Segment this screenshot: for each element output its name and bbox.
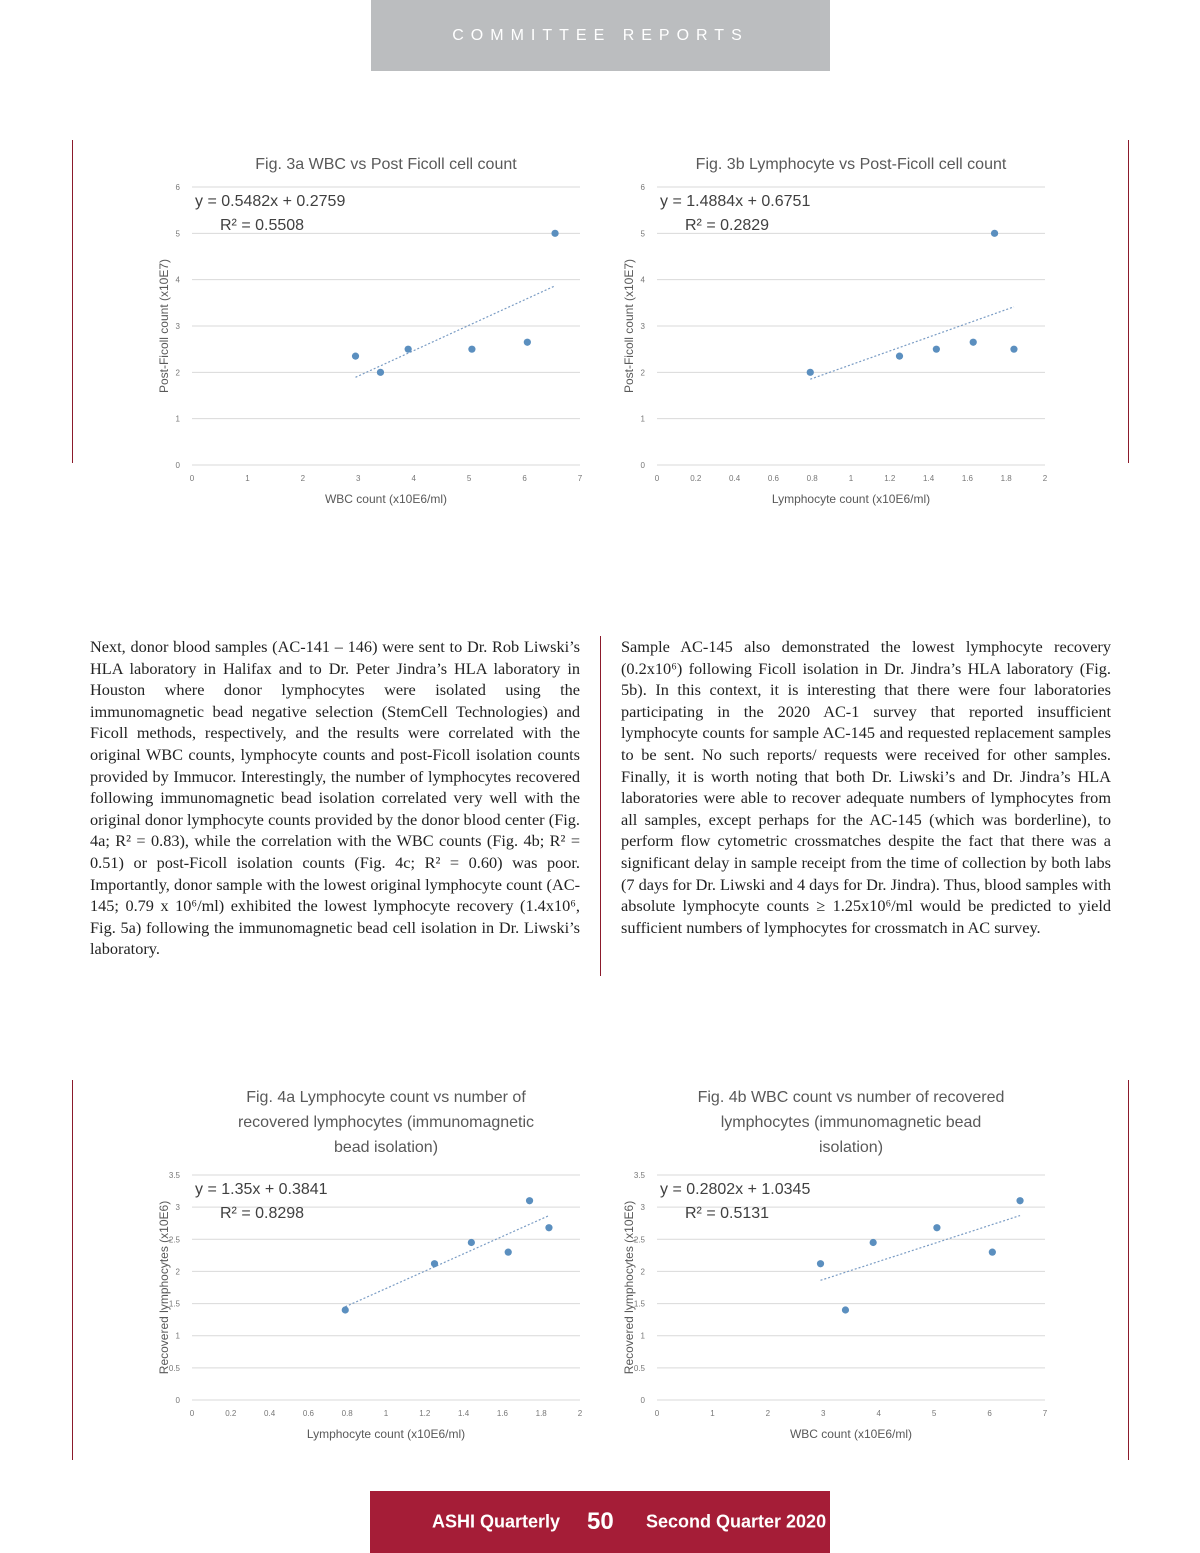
- x-tick-label: 0: [654, 474, 660, 483]
- x-tick-label: 1.2: [419, 1409, 431, 1418]
- data-point: [431, 1260, 438, 1267]
- x-tick-label: 5: [466, 474, 472, 483]
- right-margin-rule: [1128, 140, 1129, 463]
- body-column-right: Sample AC-145 also demonstrated the lowest lymphocyte recovery (0.2x10⁶) following Ficoll isolation in Dr. Jindra’s HLA laboratory (Fig. 5b). In this context, it is interesting that there were four laboratories participating in the 2020 AC-1 survey that reported insufficient lymphocyte counts for sample AC-145 and requested replacement samples to be sent. No such reports/ requests were received for other samples. Finally, it is worth noting that both Dr. Liwski’s and Dr. Jindra’s HLA laboratories were able to recover adequate numbers of lymphocytes from all samples, except perhaps for the AC-145 (which was borderline), to perform flow cytometric crossmatches despite the fact that there was a significant delay in sample receipt from the time of collection by both labs (7 days for Dr. Liwski and 4 days for Dr. Jindra). Thus, blood samples with absolute lymphocyte counts ≥ 1.25x10⁶/ml would be predicted to yield sufficient numbers of lymphocytes for crossmatch in AC survey.: [621, 637, 1111, 937]
- x-axis-label: WBC count (x10E6/ml): [789, 1427, 913, 1441]
- chart-svg: [615, 145, 1055, 520]
- x-tick-label: 7: [1042, 1409, 1048, 1418]
- x-tick-label: 0.8: [341, 1409, 353, 1418]
- data-point: [989, 1249, 996, 1256]
- x-tick-label: 0: [189, 1409, 195, 1418]
- x-tick-label: 6: [522, 474, 527, 483]
- x-tick-label: 2: [300, 474, 306, 483]
- chart-fig-4a: [150, 1080, 590, 1455]
- data-point: [342, 1306, 349, 1313]
- data-point: [1016, 1197, 1023, 1204]
- y-tick-label: 0.5: [633, 1363, 645, 1373]
- y-tick-label: 1: [640, 1331, 645, 1341]
- x-tick-label: 1: [848, 474, 854, 483]
- x-tick-label: 0: [654, 1409, 660, 1418]
- chart-fig-3a: [150, 145, 590, 520]
- y-tick-label: 0.5: [168, 1363, 180, 1373]
- y-tick-label: 6: [175, 183, 180, 192]
- y-tick-label: 1.5: [168, 1299, 180, 1309]
- data-point: [807, 369, 814, 376]
- x-axis-label: Lymphocyte count (x10E6/ml): [771, 492, 931, 506]
- x-tick-label: 0.4: [264, 1409, 276, 1418]
- y-tick-label: 4: [175, 275, 180, 285]
- y-tick-label: 3.5: [633, 1171, 645, 1180]
- x-tick-label: 1.4: [458, 1409, 470, 1418]
- x-tick-label: 7: [577, 474, 583, 483]
- trendline: [345, 1216, 549, 1307]
- chart-svg: [150, 1080, 590, 1455]
- x-tick-label: 0.2: [225, 1409, 237, 1418]
- data-point: [896, 353, 903, 360]
- x-tick-label: 1: [383, 1409, 389, 1418]
- trendline-equation: y = 1.4884x + 0.6751: [660, 193, 811, 210]
- x-tick-label: 0.6: [302, 1409, 314, 1418]
- x-tick-label: 3: [821, 1409, 826, 1418]
- trendline-equation: y = 0.5482x + 0.2759: [195, 193, 346, 210]
- y-tick-label: 2: [640, 368, 645, 378]
- trendline: [810, 307, 1014, 379]
- y-axis-label: Post-Ficoll count (x10E7): [157, 258, 171, 394]
- y-tick-label: 6: [640, 183, 645, 192]
- x-tick-label: 4: [876, 1409, 881, 1418]
- x-tick-label: 1.6: [961, 474, 973, 483]
- x-tick-label: 1.8: [535, 1409, 547, 1418]
- data-point: [524, 339, 531, 346]
- y-tick-label: 2: [640, 1267, 645, 1277]
- data-point: [352, 353, 359, 360]
- column-divider: [600, 636, 601, 976]
- chart-title-line: Fig. 4b WBC count vs number of recovered: [697, 1089, 1005, 1106]
- x-tick-label: 2: [765, 1409, 771, 1418]
- left-margin-rule: [72, 140, 73, 463]
- section-header-label: COMMITTEE REPORTS: [452, 26, 749, 44]
- x-tick-label: 1.4: [923, 474, 935, 483]
- footer-band: [370, 1491, 830, 1553]
- data-point: [870, 1239, 877, 1246]
- y-tick-label: 0: [175, 461, 180, 470]
- y-tick-label: 1: [175, 414, 180, 424]
- y-tick-label: 1: [640, 414, 645, 424]
- y-tick-label: 3: [640, 1203, 645, 1213]
- x-axis-label: Lymphocyte count (x10E6/ml): [306, 1427, 466, 1441]
- data-point: [405, 346, 412, 353]
- data-point: [1010, 346, 1017, 353]
- data-point: [468, 346, 475, 353]
- chart-fig-3b: [615, 145, 1055, 520]
- body-column-left: Next, donor blood samples (AC-141 – 146) were sent to Dr. Rob Liwski’s HLA laboratory in Halifax and to Dr. Peter Jindra’s HLA laboratory in Houston where donor lymphocytes were isolated using the immunomagnetic bead negative selection (StemCell Technologies) and Ficoll methods, respectively, and the results were correlated with the original WBC counts, lymphocyte counts and post-Ficoll isolation counts provided by Immucor. Interestingly, the number of lymphocytes recovered following immunomagnetic bead isolation correlated very well with the original donor lymphocyte counts provided by the donor blood center (Fig. 4a; R² = 0.83), while the correlation with the WBC counts (Fig. 4b; R² = 0.51) or post-Ficoll isolation counts (Fig. 4c; R² = 0.60) was poor. Importantly, donor sample with the lowest original lymphocyte count (AC-145; 0.79 x 10⁶/ml) exhibited the lowest lymphocyte recovery (1.4x10⁶, Fig. 5a) following the immunomagnetic bead cell isolation in Dr. Liwski’s laboratory.: [90, 637, 580, 959]
- footer-journal: ASHI Quarterly: [432, 1511, 561, 1532]
- y-tick-label: 2.5: [168, 1235, 180, 1245]
- data-point: [545, 1224, 552, 1231]
- y-tick-label: 0: [175, 1396, 180, 1405]
- data-point: [991, 230, 998, 237]
- y-tick-label: 3: [175, 1203, 180, 1213]
- chart-svg: [615, 1080, 1055, 1455]
- trendline: [821, 1216, 1021, 1281]
- chart-title-line: lymphocytes (immunomagnetic bead: [720, 1114, 982, 1131]
- chart-svg: [150, 145, 590, 520]
- x-tick-label: 0.8: [806, 474, 818, 483]
- x-tick-label: 1.2: [884, 474, 896, 483]
- y-tick-label: 0: [640, 1396, 645, 1405]
- x-tick-label: 4: [411, 474, 416, 483]
- y-axis-label: Recovered lymphocytes (x10E6): [622, 1200, 636, 1375]
- y-tick-label: 3: [640, 322, 645, 331]
- r-squared-label: R² = 0.2829: [685, 217, 770, 234]
- data-point: [505, 1249, 512, 1256]
- trendline-equation: y = 1.35x + 0.3841: [195, 1181, 328, 1198]
- y-tick-label: 5: [640, 229, 645, 239]
- right-margin-rule-bottom: [1128, 1080, 1129, 1460]
- y-tick-label: 2.5: [633, 1235, 645, 1245]
- data-point: [970, 339, 977, 346]
- y-tick-label: 1.5: [633, 1299, 645, 1309]
- x-tick-label: 6: [987, 1409, 992, 1418]
- y-tick-label: 3.5: [168, 1171, 180, 1180]
- x-tick-label: 0.2: [690, 474, 702, 483]
- r-squared-label: R² = 0.5508: [220, 217, 305, 234]
- y-tick-label: 0: [640, 461, 645, 470]
- r-squared-label: R² = 0.5131: [685, 1205, 770, 1222]
- x-tick-label: 3: [356, 474, 361, 483]
- y-tick-label: 2: [175, 368, 180, 378]
- chart-title-line: Fig. 3b Lymphocyte vs Post-Ficoll cell count: [695, 156, 1007, 173]
- data-point: [377, 369, 384, 376]
- section-header: [371, 0, 830, 71]
- chart-title-line: Fig. 3a WBC vs Post Ficoll cell count: [255, 156, 517, 173]
- y-axis-label: Post-Ficoll count (x10E7): [622, 258, 636, 394]
- y-axis-label: Recovered lymphocytes (x10E6): [157, 1200, 171, 1375]
- x-tick-label: 1: [710, 1409, 715, 1418]
- chart-title-line: isolation): [818, 1139, 884, 1156]
- y-tick-label: 5: [175, 229, 180, 239]
- x-tick-label: 0.4: [729, 474, 741, 483]
- x-tick-label: 0.6: [767, 474, 779, 483]
- x-tick-label: 1.8: [1000, 474, 1012, 483]
- chart-title-line: recovered lymphocytes (immunomagnetic: [237, 1114, 535, 1131]
- trendline: [356, 286, 556, 377]
- x-tick-label: 2: [577, 1409, 583, 1418]
- trendline-equation: y = 0.2802x + 1.0345: [660, 1181, 811, 1198]
- data-point: [933, 1224, 940, 1231]
- y-tick-label: 1: [175, 1331, 180, 1341]
- x-axis-label: WBC count (x10E6/ml): [324, 492, 448, 506]
- chart-title-line: Fig. 4a Lymphocyte count vs number of: [246, 1089, 526, 1106]
- data-point: [933, 346, 940, 353]
- x-tick-label: 0: [189, 474, 195, 483]
- r-squared-label: R² = 0.8298: [220, 1205, 305, 1222]
- data-point: [468, 1239, 475, 1246]
- data-point: [526, 1197, 533, 1204]
- y-tick-label: 3: [175, 322, 180, 331]
- chart-title-line: bead isolation): [333, 1139, 439, 1156]
- footer-issue: Second Quarter 2020: [646, 1511, 827, 1532]
- x-tick-label: 5: [931, 1409, 937, 1418]
- chart-fig-4b: [615, 1080, 1055, 1455]
- x-tick-label: 1: [245, 474, 250, 483]
- left-margin-rule-bottom: [72, 1080, 73, 1460]
- data-point: [551, 230, 558, 237]
- x-tick-label: 1.6: [496, 1409, 508, 1418]
- y-tick-label: 4: [640, 275, 645, 285]
- x-tick-label: 2: [1042, 474, 1048, 483]
- data-point: [817, 1260, 824, 1267]
- data-point: [842, 1306, 849, 1313]
- footer-page-number: 50: [587, 1508, 614, 1535]
- y-tick-label: 2: [175, 1267, 180, 1277]
